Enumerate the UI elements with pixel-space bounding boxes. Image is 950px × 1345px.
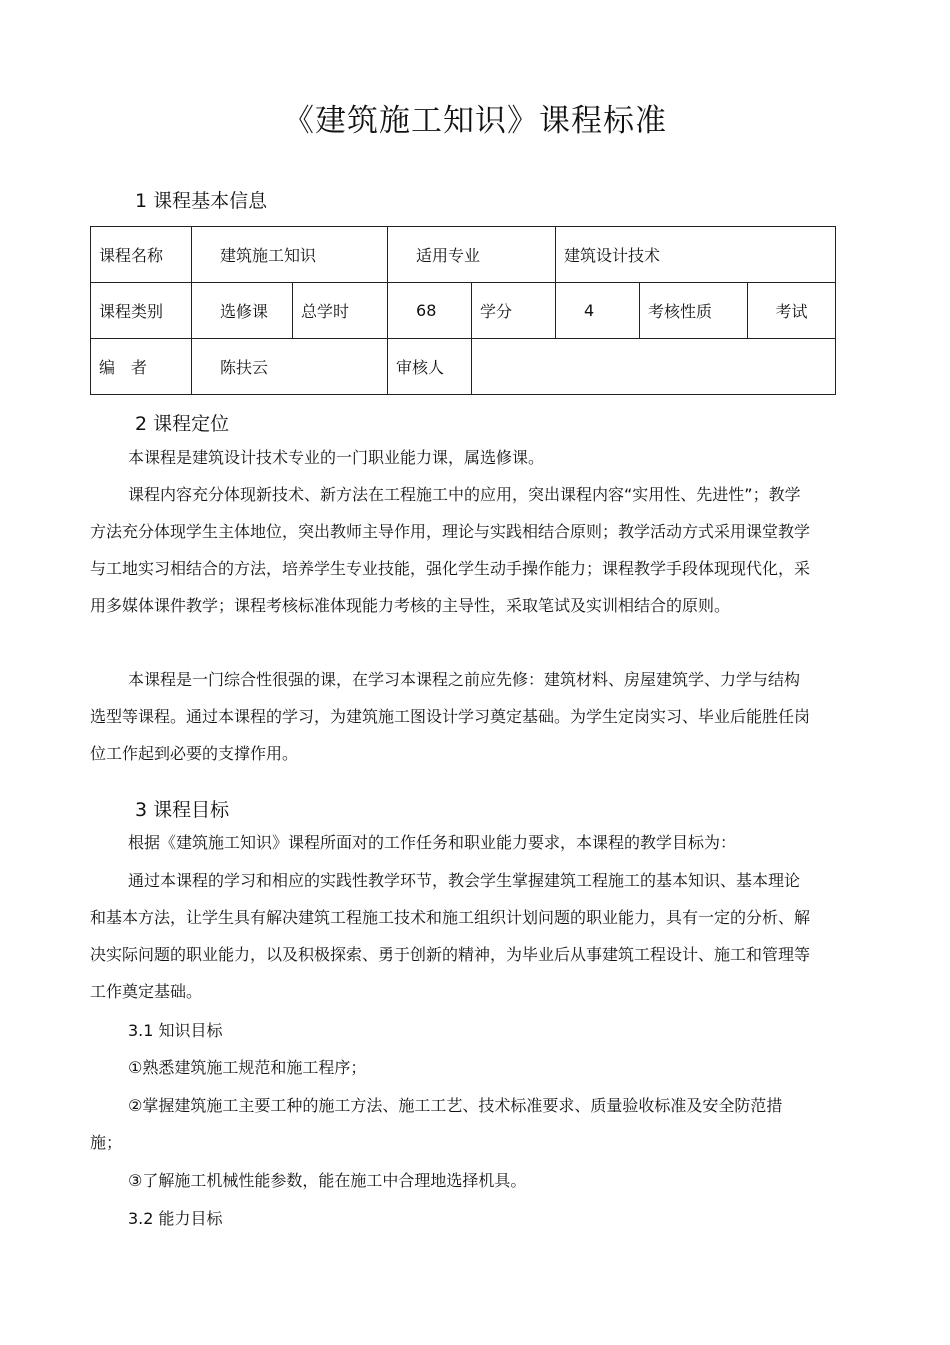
course-info-table bbox=[90, 226, 836, 395]
reviewer-label: 审核人 bbox=[388, 339, 472, 395]
major-label: 适用专业 bbox=[388, 227, 556, 283]
author-value: 陈扶云 bbox=[192, 339, 388, 395]
section-2-heading: 2 课程定位 bbox=[135, 413, 230, 435]
knowledge-goal-1: ①熟悉建筑施工规范和施工程序； bbox=[128, 1058, 367, 1077]
knowledge-goal-2: ②掌握建筑施工主要工种的施工方法、施工工艺、技术标准要求、质量验收标准及安全防范措施； bbox=[90, 1096, 783, 1152]
table-row bbox=[91, 227, 836, 283]
table-row bbox=[91, 339, 836, 395]
total-hours-label: 总学时 bbox=[293, 283, 388, 339]
knowledge-goal-3: ③了解施工机械性能参数，能在施工中合理地选择机具。 bbox=[128, 1171, 527, 1190]
assessment-value: 考试 bbox=[748, 283, 836, 339]
section-3-heading: 3 课程目标 bbox=[135, 799, 230, 821]
section-1-heading: 1 课程基本信息 bbox=[135, 190, 268, 212]
section-2-paragraph-2: 课程内容充分体现新技术、新方法在工程施工中的应用，突出课程内容“实用性、先进性”；教学方法充分体现学生主体地位，突出教师主导作用，理论与实践相结合原则；教学活动方式采用课堂教学与工地实习相结合的方法，培养学生专业技能，强化学生动手操作能力；课程教学手段体现现代化，采用多媒体课件教学；课程考核标准体现能力考核的主导性，采取笔试及实训相结合的原则。 bbox=[90, 485, 811, 615]
course-type-label: 课程类别 bbox=[91, 283, 192, 339]
section-2-paragraph-3: 本课程是一门综合性很强的课，在学习本课程之前应先修：建筑材料、房屋建筑学、力学与结构选型等课程。通过本课程的学习，为建筑施工图设计学习奠定基础。为学生定岗实习、毕业后能胜任岗位工作起到必要的支撑作用。 bbox=[90, 670, 811, 763]
credit-label: 学分 bbox=[472, 283, 556, 339]
page-title: 《建筑施工知识》课程标准 bbox=[283, 103, 667, 139]
table-row bbox=[91, 283, 836, 339]
reviewer-value bbox=[472, 339, 836, 395]
course-name-label: 课程名称 bbox=[91, 227, 192, 283]
credit-value: 4 bbox=[556, 283, 640, 339]
total-hours-value: 68 bbox=[388, 283, 472, 339]
section-3-paragraph-2: 通过本课程的学习和相应的实践性教学环节，教会学生掌握建筑工程施工的基本知识、基本理论和基本方法，让学生具有解决建筑工程施工技术和施工组织计划问题的职业能力，具有一定的分析、解决实际问题的职业能力，以及积极探索、勇于创新的精神，为毕业后从事建筑工程设计、施工和管理等工作奠定基础。 bbox=[90, 871, 811, 1001]
section-2-paragraph-1: 本课程是建筑设计技术专业的一门职业能力课，属选修课。 bbox=[128, 448, 545, 467]
subsection-3-2-heading: 3.2 能力目标 bbox=[128, 1209, 223, 1228]
course-name-value: 建筑施工知识 bbox=[192, 227, 388, 283]
author-label: 编 者 bbox=[91, 339, 192, 395]
section-3-paragraph-1: 根据《建筑施工知识》课程所面对的工作任务和职业能力要求，本课程的教学目标为： bbox=[128, 833, 737, 852]
major-value: 建筑设计技术 bbox=[556, 227, 836, 283]
assessment-label: 考核性质 bbox=[640, 283, 748, 339]
subsection-3-1-heading: 3.1 知识目标 bbox=[128, 1021, 223, 1040]
course-type-value: 选修课 bbox=[192, 283, 293, 339]
